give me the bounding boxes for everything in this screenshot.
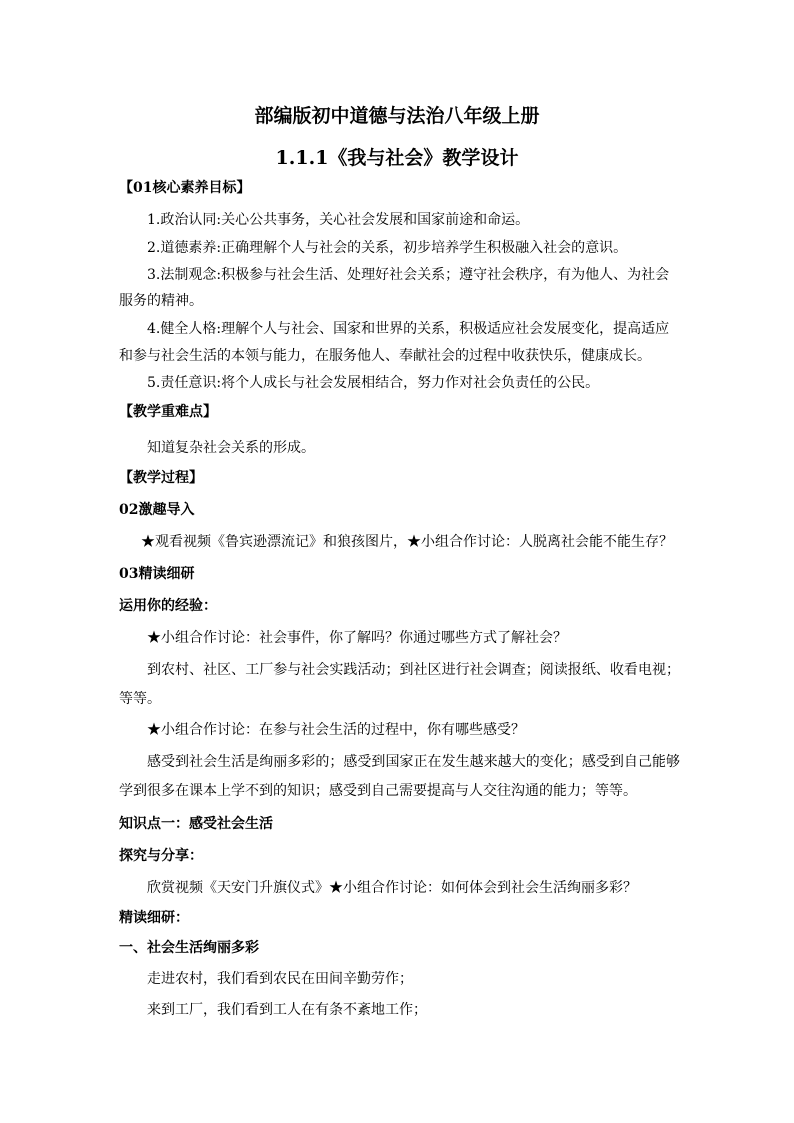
paragraph-line: 3.法制观念:积极参与社会生活、处理好社会关系；遵守社会秩序，有为他人、为社会 <box>147 267 670 283</box>
paragraph-line: 走进农村，我们看到农民在田间辛勤劳作； <box>147 971 413 987</box>
paragraph-line: 1.政治认同:关心公共事务，关心社会发展和国家前途和命运。 <box>147 212 530 228</box>
paragraph-line: 到农村、社区、工厂参与社会实践活动；到社区进行社会调查；阅读报纸、收看电视； <box>147 662 680 678</box>
paragraph-line: ★小组合作讨论：社会事件，你了解吗？你通过哪些方式了解社会？ <box>147 630 567 646</box>
section-heading-process: 【教学过程】 <box>119 470 203 486</box>
paragraph-line: 知道复杂社会关系的形成。 <box>147 440 315 456</box>
paragraph-line: 5.责任意识:将个人成长与社会发展相结合，努力作对社会负责任的公民。 <box>147 375 600 391</box>
subsection-heading: 03精读细研 <box>119 566 195 582</box>
paragraph-line: 和参与社会生活的本领与能力，在服务他人、奉献社会的过程中收获快乐，健康成长。 <box>119 348 651 364</box>
paragraph-line: 感受到社会生活是绚丽多彩的；感受到国家正在发生越来越大的变化；感受到自己能够 <box>147 754 680 770</box>
subsection-heading: 一、社会生活绚丽多彩 <box>119 940 259 956</box>
document-title: 部编版初中道德与法治八年级上册 <box>254 105 540 127</box>
subsection-heading: 探究与分享： <box>119 848 203 864</box>
paragraph-line: 等等。 <box>119 691 161 707</box>
section-heading-objectives: 【01核心素养目标】 <box>119 180 251 196</box>
paragraph-line: 来到工厂，我们看到工人在有条不紊地工作； <box>147 1002 427 1018</box>
subsection-heading: 02激趣导入 <box>119 502 195 518</box>
document-subtitle: 1.1.1《我与社会》教学设计 <box>275 147 519 169</box>
paragraph-line: ★小组合作讨论：在参与社会生活的过程中，你有哪些感受？ <box>147 722 525 738</box>
section-heading-key-points: 【教学重难点】 <box>119 404 217 420</box>
subsection-heading: 运用你的经验： <box>119 598 217 614</box>
paragraph-line: ★观看视频《鲁宾逊漂流记》和狼孩图片，★小组合作讨论：人脱离社会能不能生存？ <box>141 534 673 550</box>
knowledge-point-heading: 知识点一：感受社会生活 <box>119 816 273 832</box>
paragraph-line: 2.道德素养:正确理解个人与社会的关系，初步培养学生积极融入社会的意识。 <box>147 240 628 256</box>
paragraph-line: 欣赏视频《天安门升旗仪式》★小组合作讨论：如何体会到社会生活绚丽多彩？ <box>147 880 637 896</box>
paragraph-line: 服务的精神。 <box>119 293 203 309</box>
paragraph-line: 4.健全人格:理解个人与社会、国家和世界的关系，积极适应社会发展变化，提高适应 <box>147 321 670 337</box>
subsection-heading: 精读细研： <box>119 910 189 926</box>
paragraph-line: 学到很多在课本上学不到的知识；感受到自己需要提高与人交往沟通的能力；等等。 <box>119 783 637 799</box>
